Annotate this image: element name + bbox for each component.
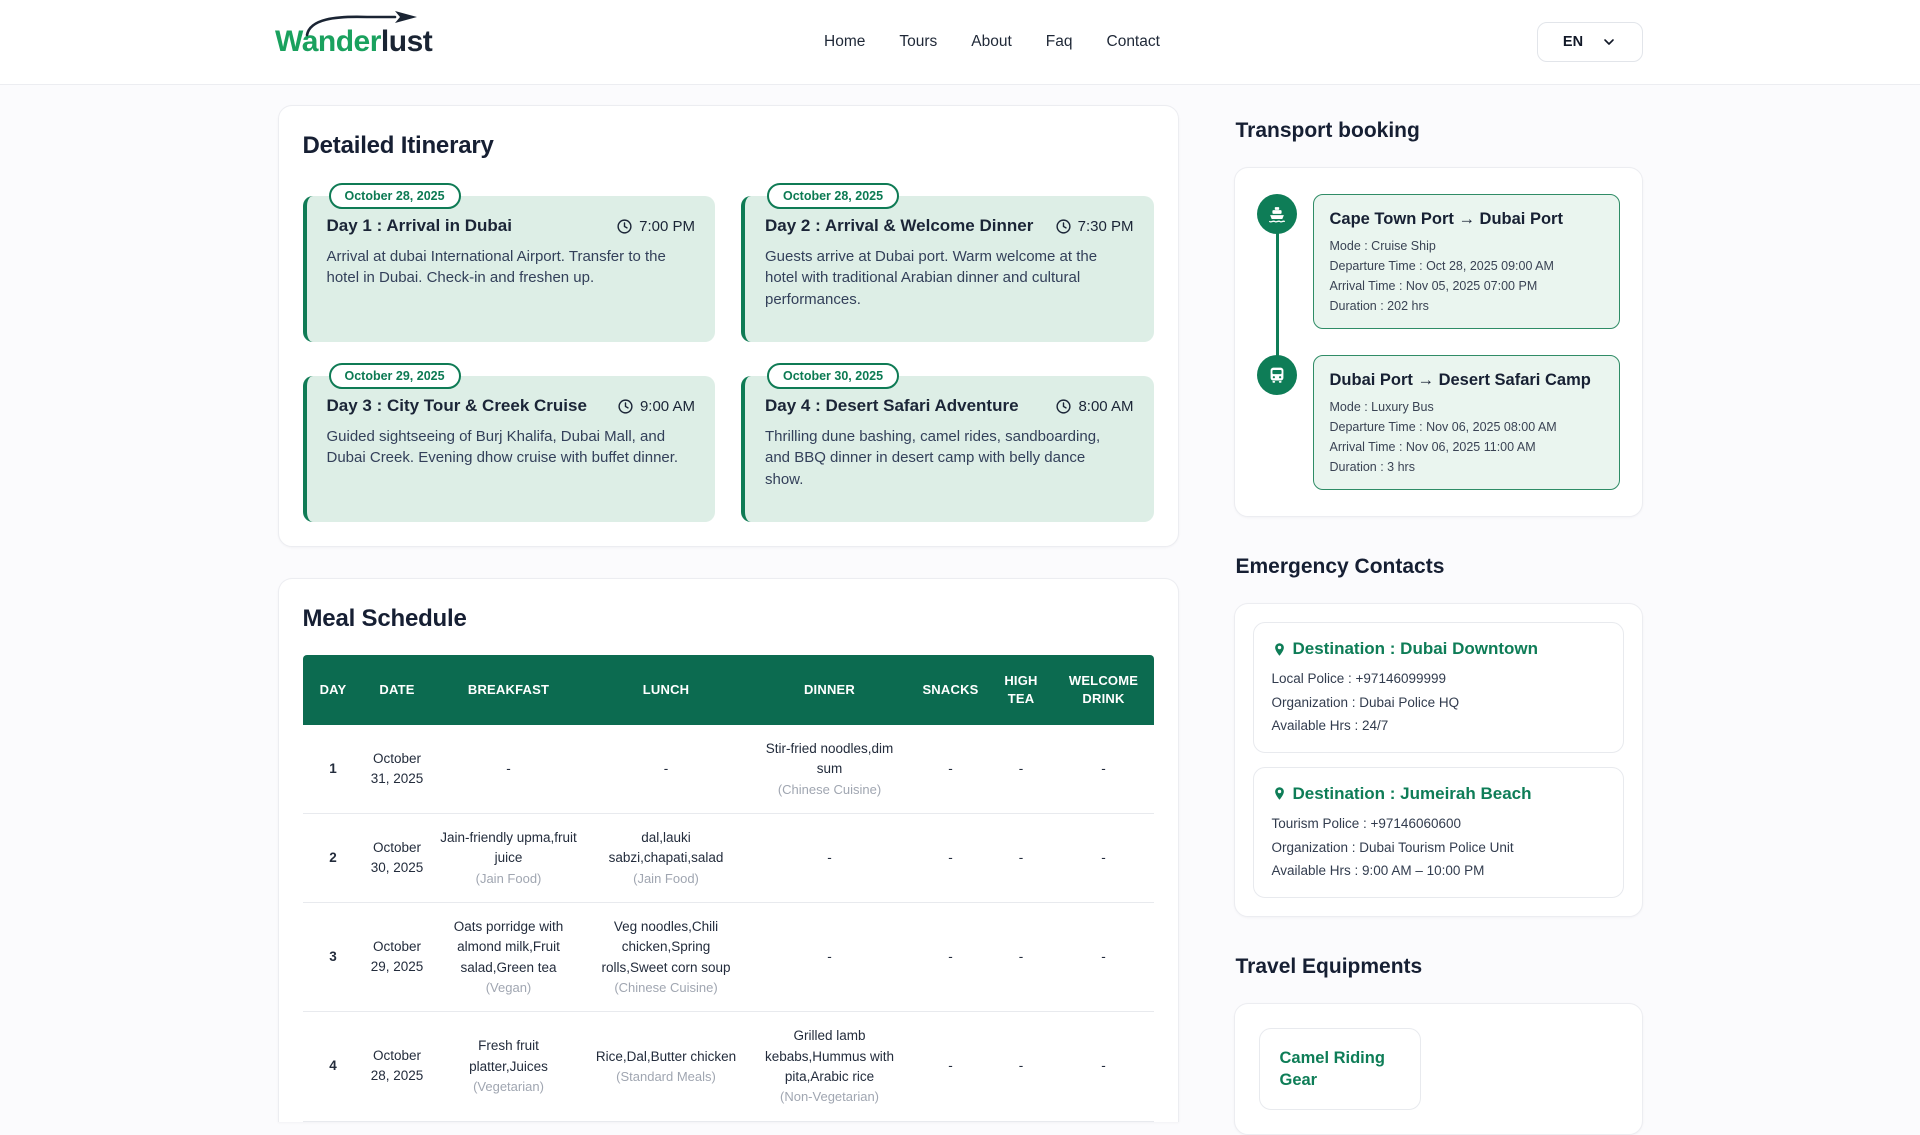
contact-detail: Available Hrs : 24/7 (1271, 718, 1389, 734)
route-detail: Duration : 202 hrs (1329, 299, 1429, 313)
language-selector[interactable] (1537, 22, 1643, 62)
date-badge: October 29, 2025 (329, 363, 461, 389)
emergency-contact (1253, 622, 1624, 753)
plane-icon (301, 11, 423, 37)
cell-date: October 29, 2025 (370, 938, 424, 975)
cell-date: October 28, 2025 (370, 1048, 424, 1084)
meal-row (303, 814, 1154, 903)
day-description: Guided sightseeing of Burj Khalifa, Dubai Mall, and Dubai Creek. Evening dhow cruise with buffet dinner. (326, 428, 679, 467)
contact-detail: Available Hrs : 9:00 AM – 10:00 PM (1271, 863, 1485, 879)
column-header: BREAKFAST (467, 682, 550, 698)
itinerary-title: Detailed Itinerary (302, 132, 494, 159)
meal-row (303, 725, 1154, 814)
cell-welcome-drink: - (1101, 949, 1106, 964)
cell-breakfast: - (506, 760, 511, 776)
route-title: Dubai Port → Desert Safari Camp (1329, 371, 1591, 389)
nav-item[interactable]: Faq (1045, 33, 1073, 50)
column-header: DAY (319, 682, 347, 698)
main-nav (824, 0, 1160, 84)
location-pin-icon (1272, 642, 1287, 657)
cell-snacks: - (948, 760, 953, 776)
cell-day: 3 (329, 949, 337, 964)
cell-high-tea: - (1018, 949, 1024, 964)
transport-card (1234, 167, 1643, 517)
cell-breakfast: Jain-friendly upma,fruit juice (Jain Food) (440, 830, 577, 886)
cell-lunch: dal,lauki sabzi,chapati,salad (Jain Food) (608, 830, 724, 886)
cell-snacks: - (948, 849, 953, 865)
day-title: Day 3 : City Tour & Creek Cruise (326, 396, 587, 415)
meal-row (303, 1012, 1154, 1121)
route-detail: Arrival Time : Nov 06, 2025 11:00 AM (1329, 440, 1536, 454)
day-time: 8:00 AM (1055, 398, 1133, 415)
cell-dinner: - (827, 949, 832, 964)
transport-title: Transport booking (1235, 119, 1420, 142)
destination-heading: Destination : Dubai Downtown (1272, 639, 1605, 659)
equipment-card (1234, 1003, 1643, 1135)
route-detail: Departure Time : Oct 28, 2025 09:00 AM (1329, 259, 1554, 273)
meal-row (303, 903, 1154, 1012)
equipment-title: Travel Equipments (1235, 954, 1423, 978)
route-title: Cape Town Port → Dubai Port (1329, 210, 1563, 228)
cell-welcome-drink: - (1101, 1058, 1106, 1074)
nav-item[interactable]: Tours (899, 33, 938, 50)
equipment-item (1259, 1028, 1421, 1111)
cell-lunch: Rice,Dal,Butter chicken (Standard Meals) (595, 1048, 737, 1084)
cell-welcome-drink: - (1101, 849, 1106, 865)
day-time: 7:30 PM (1055, 218, 1134, 235)
cell-day: 2 (329, 849, 337, 865)
cell-snacks: - (948, 949, 953, 964)
day-description: Arrival at dubai International Airport. Transfer to the hotel in Dubai. Check-in and freshen up. (326, 248, 666, 287)
nav-item[interactable]: Home (824, 33, 866, 50)
route-detail: Duration : 3 hrs (1329, 460, 1415, 474)
cell-high-tea: - (1018, 1058, 1024, 1074)
column-header: DATE (379, 682, 415, 698)
cell-welcome-drink: - (1101, 760, 1106, 776)
route-card (1313, 194, 1620, 329)
route-detail: Mode : Luxury Bus (1329, 400, 1434, 414)
cell-breakfast: Oats porridge with almond milk,Fruit salad,Green tea (Vegan) (453, 919, 564, 995)
bus-icon (1257, 355, 1297, 395)
chevron-down-icon (1601, 34, 1617, 50)
day-card (741, 369, 1154, 522)
cell-high-tea: - (1018, 849, 1024, 865)
cell-high-tea: - (1018, 760, 1024, 776)
date-badge: October 28, 2025 (329, 183, 461, 209)
clock-icon (1055, 218, 1072, 235)
cell-dinner: - (827, 849, 832, 865)
column-header: DINNER (803, 682, 856, 698)
route-detail: Mode : Cruise Ship (1329, 239, 1436, 253)
nav-item[interactable]: About (971, 33, 1012, 50)
contact-detail: Organization : Dubai Tourism Police Unit (1271, 839, 1514, 855)
emergency-card (1234, 603, 1643, 917)
meal-schedule-title: Meal Schedule (302, 605, 467, 632)
logo-text-secondary: lust (380, 25, 433, 58)
day-time: 7:00 PM (616, 218, 695, 235)
meal-table-body (303, 725, 1154, 1122)
cell-day: 1 (329, 760, 337, 776)
day-title: Day 4 : Desert Safari Adventure (765, 396, 1019, 415)
day-grid (303, 189, 1154, 522)
cell-date: October 30, 2025 (370, 839, 424, 875)
day-description: Guests arrive at Dubai port. Warm welcome at the hotel with traditional Arabian dinner and cultural performances. (765, 248, 1098, 308)
cell-lunch: Veg noodles,Chili chicken,Spring rolls,Sweet corn soup (Chinese Cuisine) (601, 919, 731, 995)
emergency-contact (1253, 767, 1624, 898)
route-detail: Arrival Time : Nov 05, 2025 07:00 PM (1329, 279, 1538, 293)
day-title: Day 1 : Arrival in Dubai (326, 216, 512, 235)
cell-dinner: Stir-fried noodles,dim sum (Chinese Cuisine) (765, 741, 894, 797)
meal-table-header (303, 655, 1154, 725)
contact-detail: Organization : Dubai Police HQ (1271, 694, 1460, 710)
route-card (1313, 355, 1620, 490)
nav-item[interactable]: Contact (1106, 33, 1160, 50)
contact-detail: Local Police : +97146099999 (1271, 671, 1447, 686)
clock-icon (1055, 398, 1072, 415)
date-badge: October 28, 2025 (767, 183, 899, 209)
day-card (741, 189, 1154, 342)
column-header: HIGH TEA (1004, 673, 1038, 706)
language-selected: EN (1562, 34, 1584, 50)
cell-breakfast: Fresh fruit platter,Juices (Vegetarian) (469, 1038, 548, 1094)
meal-table (303, 655, 1154, 1122)
column-header: SNACKS (922, 682, 979, 698)
day-description: Thrilling dune bashing, camel rides, sandboarding, and BBQ dinner in desert camp with belly dance show. (765, 428, 1101, 488)
day-card (303, 189, 716, 342)
transport-leg (1257, 355, 1620, 490)
cell-dinner: Grilled lamb kebabs,Hummus with pita,Arabic rice (Non-Vegetarian) (764, 1028, 895, 1104)
equipment-name: Camel Riding Gear (1279, 1048, 1385, 1090)
clock-icon (617, 398, 634, 415)
route-detail: Departure Time : Nov 06, 2025 08:00 AM (1329, 420, 1557, 434)
location-pin-icon (1272, 786, 1287, 801)
clock-icon (616, 218, 633, 235)
logo[interactable] (275, 25, 432, 59)
transport-leg (1257, 194, 1620, 329)
cruise-ship-icon (1257, 194, 1297, 234)
emergency-title: Emergency Contacts (1235, 555, 1445, 578)
itinerary-card (278, 105, 1179, 547)
column-header: LUNCH (642, 682, 690, 698)
logo-text-primary: Wander (275, 25, 381, 58)
cell-date: October 31, 2025 (370, 750, 424, 786)
contact-detail: Tourism Police : +97146060600 (1271, 815, 1462, 831)
meal-schedule-card (278, 578, 1179, 1122)
day-card (303, 369, 716, 522)
cell-lunch: - (663, 760, 669, 776)
cell-snacks: - (948, 1058, 953, 1074)
day-title: Day 2 : Arrival & Welcome Dinner (765, 216, 1034, 235)
day-time: 9:00 AM (617, 398, 695, 415)
destination-heading: Destination : Jumeirah Beach (1272, 784, 1605, 804)
column-header: WELCOME DRINK (1068, 673, 1139, 706)
cell-day: 4 (329, 1058, 337, 1074)
date-badge: October 30, 2025 (767, 363, 899, 389)
header (0, 0, 1920, 85)
